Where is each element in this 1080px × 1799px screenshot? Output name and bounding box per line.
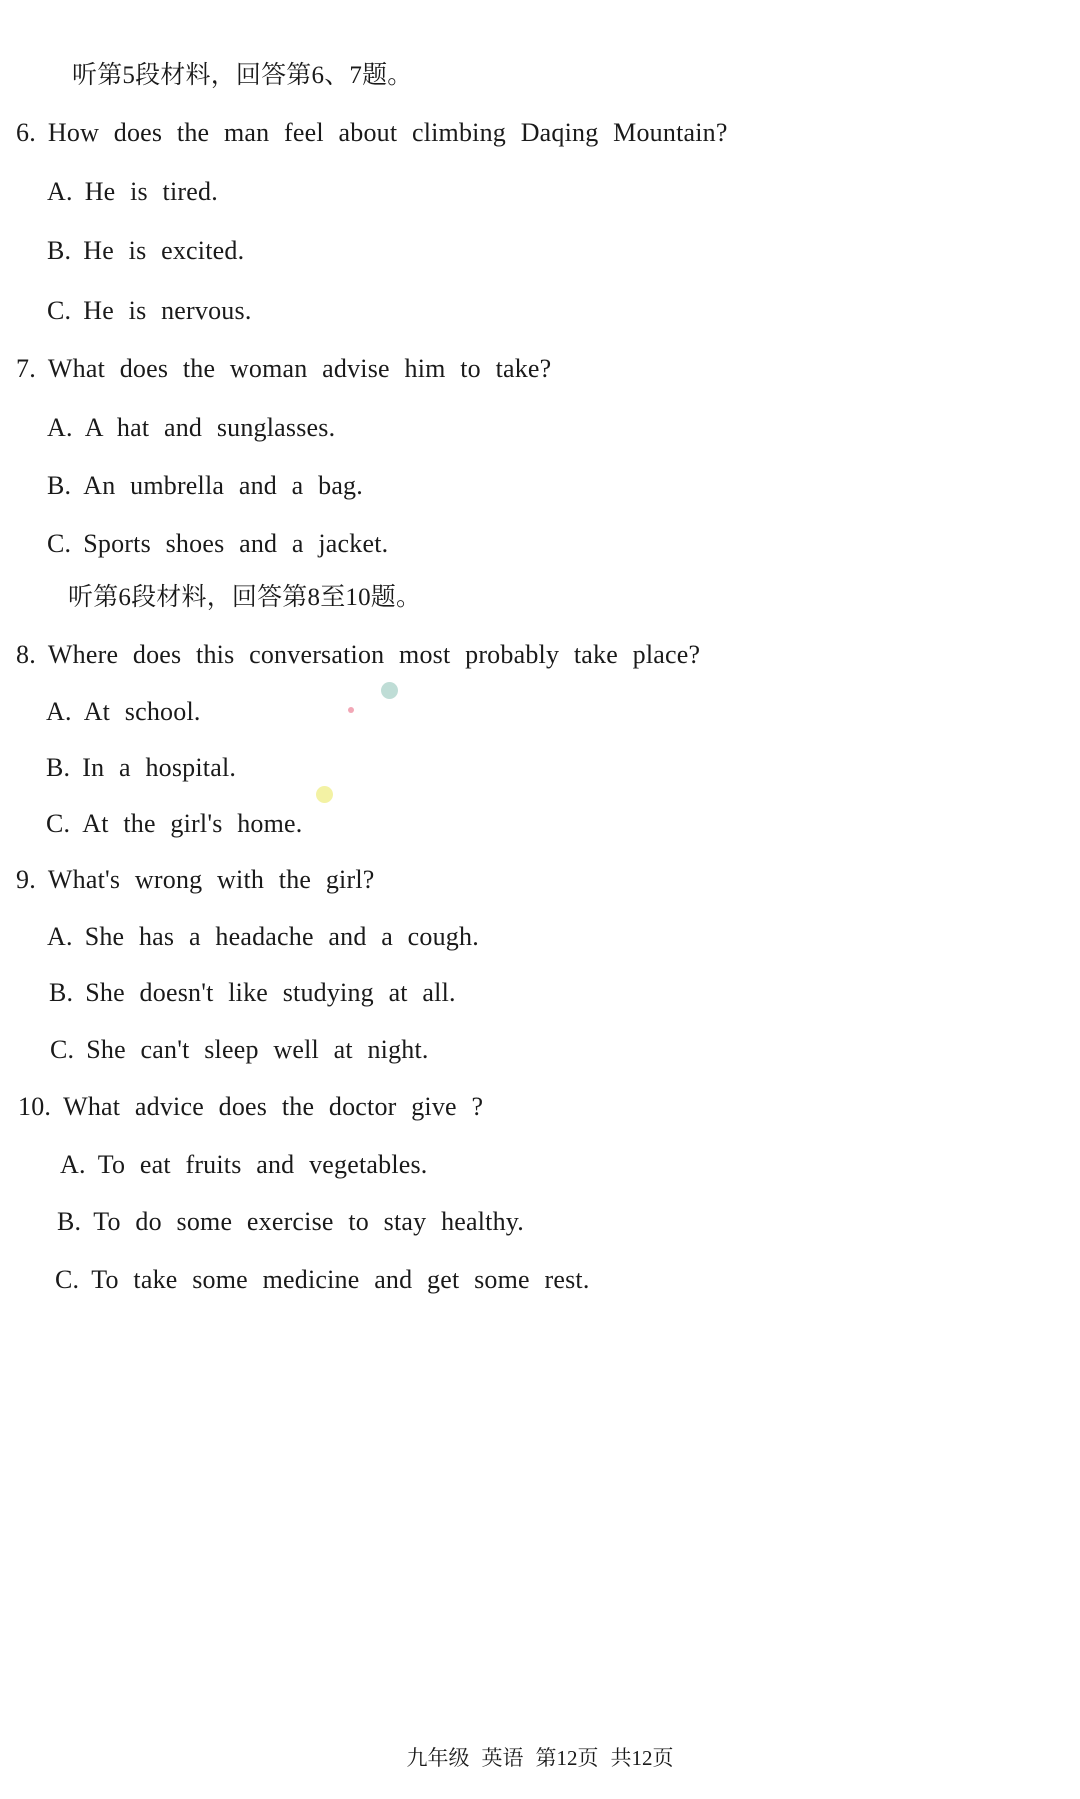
option-letter: A. bbox=[47, 413, 73, 442]
question-text: How does the man feel about climbing Daqing Mountain? bbox=[47, 118, 728, 147]
question-6 bbox=[16, 117, 728, 149]
option-letter: C. bbox=[47, 296, 72, 325]
q8-option-a bbox=[46, 696, 201, 728]
option-letter: A. bbox=[46, 697, 72, 726]
q8-option-c bbox=[46, 808, 303, 840]
question-text: What's wrong with the girl? bbox=[47, 865, 375, 894]
option-letter: C. bbox=[47, 529, 72, 558]
option-letter: A. bbox=[60, 1150, 86, 1179]
page-footer bbox=[0, 1745, 1080, 1771]
question-number: 6. bbox=[16, 118, 36, 147]
option-text: She can't sleep well at night. bbox=[86, 1035, 429, 1064]
option-letter: C. bbox=[50, 1035, 75, 1064]
option-letter: A. bbox=[47, 177, 73, 206]
q10-option-c bbox=[55, 1264, 590, 1296]
question-text: What does the woman advise him to take? bbox=[47, 354, 552, 383]
yellow-scan-dot bbox=[316, 786, 333, 803]
q6-option-c bbox=[47, 295, 252, 327]
question-7 bbox=[16, 353, 551, 385]
q9-option-a bbox=[47, 921, 479, 953]
option-letter: B. bbox=[47, 471, 72, 500]
q6-option-b bbox=[47, 235, 244, 267]
footer-page: 第12页 bbox=[535, 1746, 599, 1770]
q10-option-b bbox=[57, 1206, 524, 1238]
option-letter: A. bbox=[47, 922, 73, 951]
q7-option-c bbox=[47, 528, 388, 560]
option-text: She doesn't like studying at all. bbox=[85, 978, 456, 1007]
option-text: He is nervous. bbox=[83, 296, 252, 325]
option-text: He is excited. bbox=[83, 236, 245, 265]
footer-grade: 九年级 bbox=[406, 1746, 470, 1770]
option-letter: C. bbox=[55, 1265, 80, 1294]
section-header-6: 听第6段材料，回答第8至10题。 bbox=[68, 584, 422, 611]
option-text: In a hospital. bbox=[82, 753, 237, 782]
question-8 bbox=[16, 639, 700, 671]
option-text: At school. bbox=[83, 697, 201, 726]
question-10 bbox=[18, 1091, 483, 1123]
section-header-5: 听第5段材料，回答第6、7题。 bbox=[72, 62, 413, 89]
option-text: To eat fruits and vegetables. bbox=[97, 1150, 428, 1179]
footer-total: 共12页 bbox=[610, 1746, 674, 1770]
option-text: Sports shoes and a jacket. bbox=[83, 529, 389, 558]
question-number: 9. bbox=[16, 865, 36, 894]
teal-scan-dot bbox=[381, 682, 398, 699]
option-letter: B. bbox=[46, 753, 71, 782]
option-letter: B. bbox=[57, 1207, 82, 1236]
question-9 bbox=[16, 864, 374, 896]
pink-scan-dot bbox=[348, 707, 354, 713]
question-number: 7. bbox=[16, 354, 36, 383]
q9-option-c bbox=[50, 1034, 429, 1066]
option-text: A hat and sunglasses. bbox=[84, 413, 336, 442]
question-text: Where does this conversation most probably take place? bbox=[47, 640, 701, 669]
option-text: To do some exercise to stay healthy. bbox=[93, 1207, 525, 1236]
footer-subject: 英语 bbox=[481, 1746, 524, 1770]
q6-option-a bbox=[47, 176, 218, 208]
option-letter: C. bbox=[46, 809, 71, 838]
q7-option-b bbox=[47, 470, 363, 502]
option-text: To take some medicine and get some rest. bbox=[91, 1265, 590, 1294]
option-text: She has a headache and a cough. bbox=[84, 922, 479, 951]
q8-option-b bbox=[46, 752, 236, 784]
q9-option-b bbox=[49, 977, 456, 1009]
option-letter: B. bbox=[49, 978, 74, 1007]
q7-option-a bbox=[47, 412, 335, 444]
question-number: 10. bbox=[18, 1092, 52, 1121]
q10-option-a bbox=[60, 1149, 428, 1181]
question-number: 8. bbox=[16, 640, 36, 669]
question-text: What advice does the doctor give ? bbox=[63, 1092, 484, 1121]
option-letter: B. bbox=[47, 236, 72, 265]
option-text: He is tired. bbox=[84, 177, 218, 206]
option-text: At the girl's home. bbox=[82, 809, 303, 838]
option-text: An umbrella and a bag. bbox=[83, 471, 363, 500]
